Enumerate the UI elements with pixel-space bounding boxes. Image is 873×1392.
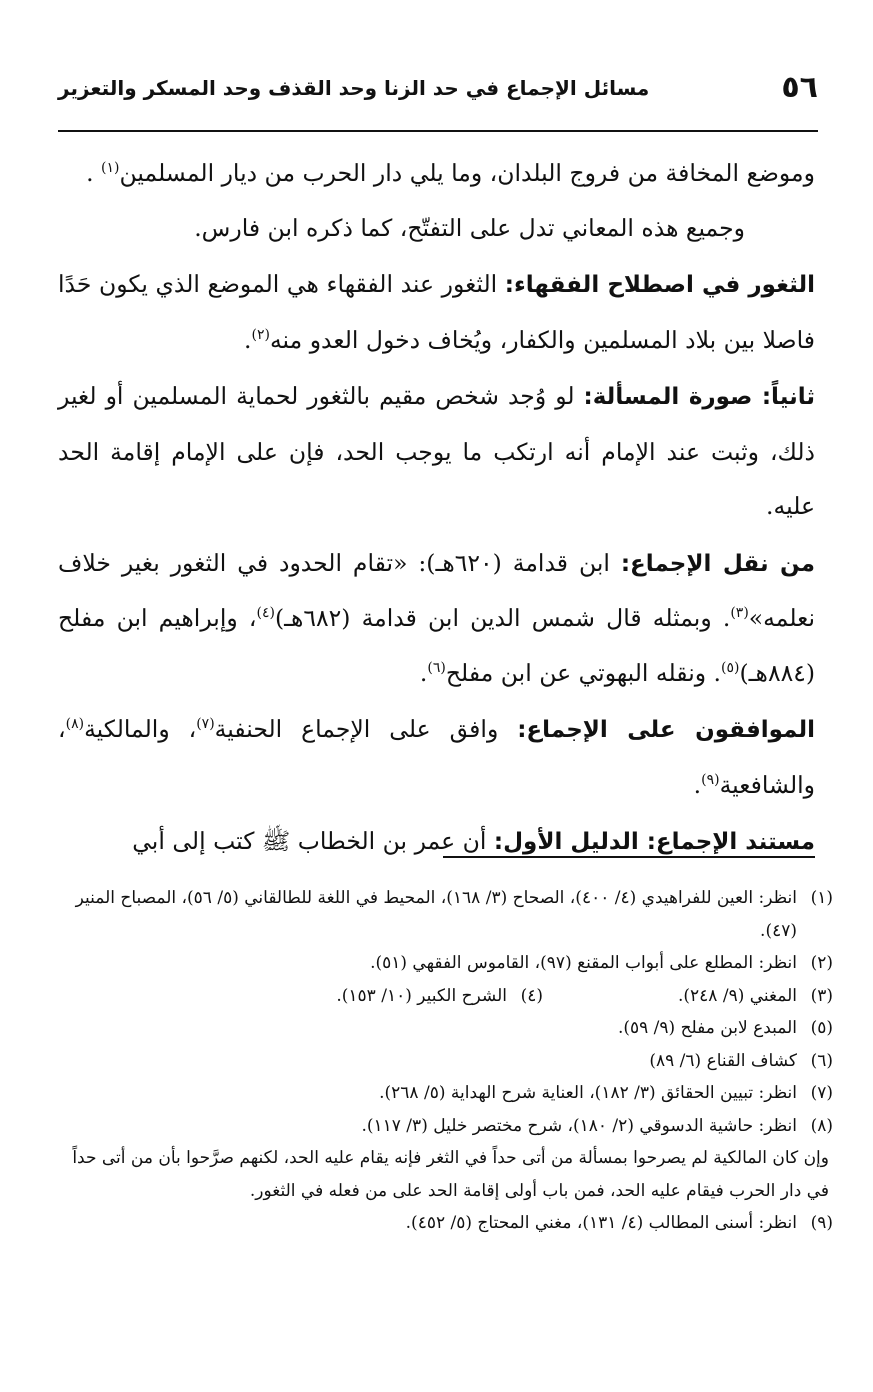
footnote-number: (٨): [810, 1115, 833, 1136]
footnote-7: [54, 1077, 833, 1110]
footnote-number: (١): [810, 888, 833, 908]
footnote-text: انظر: العين للفراهيدي (٤/ ٤٠٠)، الصحاح (٣/ ١٦٨)، المحيط في اللغة للطالقاني (٥/ ٥٦)، المصباح المنير (٤٧).: [75, 888, 797, 941]
paragraph-text: . وبمثله قال شمس الدين ابن قدامة (٦٨٢هـ): [274, 604, 731, 632]
paragraph-3: [58, 257, 815, 367]
paragraph-2: [58, 201, 815, 256]
footnote-ref[interactable]: (٨): [65, 716, 85, 732]
footnote-text: المغني (٩/ ٢٤٨).: [677, 985, 797, 1006]
paragraph-text: وجميع هذه المعاني تدل على التفتّح، كما ذكره ابن فارس.: [194, 213, 745, 242]
paragraph-7: [58, 814, 815, 870]
footnotes: [54, 882, 833, 1240]
footnote-ref[interactable]: (٥): [721, 659, 740, 676]
paragraph-text: ، وإبراهيم ابن مفلح (٨٨٤هـ): [58, 604, 815, 687]
section-term: الثغور في اصطلاح الفقهاء:: [504, 272, 815, 298]
section-term: ثانياً: صورة المسألة:: [583, 384, 815, 410]
footnote-3: [543, 980, 833, 1013]
footnote-9: [54, 1207, 833, 1240]
footnote-4: [54, 980, 543, 1013]
footnote-text: وإن كان المالكية لم يصرحوا بمسألة من أتى حداً في الثغر فإنه يقام عليه الحد، لكنهم صرَّحوا بأن من أتى حداً في دار الحرب فيقام عليه الحد، فمن باب أولى إقامة الحد على من فعله في الثغور.: [72, 1148, 829, 1201]
paragraph-text: . ونقله البهوتي عن ابن مفلح: [445, 658, 722, 687]
footnote-3-4: [54, 980, 833, 1013]
punctuation: .: [693, 770, 702, 799]
footnote-8-continuation: [54, 1142, 833, 1207]
punctuation: .: [419, 658, 428, 687]
footnote-number: (٢): [810, 953, 833, 973]
footnote-ref[interactable]: (٤): [256, 605, 275, 621]
footnote-text: كشاف القناع (٦/ ٨٩): [649, 1050, 797, 1071]
footnote-text: انظر: تبيين الحقائق (٣/ ١٨٢)، العناية شرح الهداية (٥/ ٢٦٨).: [379, 1083, 797, 1103]
paragraph-text: ، والشافعية: [58, 715, 815, 799]
footnote-number: (٧): [810, 1083, 833, 1103]
page-number: ٥٦: [781, 70, 818, 105]
paragraph-6: [58, 702, 815, 812]
paragraph-text: وموضع المخافة من فروج البلدان، وما يلي دار الحرب من ديار المسلمين: [119, 159, 815, 187]
footnote-ref[interactable]: (٩): [701, 771, 720, 788]
footnote-number: (٦): [810, 1050, 833, 1071]
footnote-ref[interactable]: (٣): [730, 605, 749, 621]
footnote-ref[interactable]: (٦): [427, 659, 446, 676]
paragraph-text: أن عمر بن الخطاب ﷺ كتب إلى أبي: [132, 827, 487, 855]
paragraph-text: لو وُجد شخص مقيم بالثغور لحماية المسلمين أو لغير ذلك، وثبت عند الإمام أنه ارتكب ما يوجب الحد، فإن على الإمام إقامة الحد عليه.: [58, 382, 815, 520]
footnote-number: (٣): [810, 985, 833, 1006]
paragraph-text: الثغور عند الفقهاء هي الموضع الذي يكون حَدًا فاصلا بين بلاد المسلمين والكفار، ويُخاف دخول العدو منه: [58, 270, 815, 354]
footnote-1: [54, 882, 833, 947]
section-term: الموافقون على الإجماع:: [517, 717, 815, 743]
running-title: مسائل الإجماع في حد الزنا وحد القذف وحد المسكر والتعزير: [58, 76, 650, 100]
paragraph-4: [58, 369, 815, 534]
paragraph-1: [58, 146, 815, 201]
footnote-ref[interactable]: (٢): [251, 326, 270, 343]
footnote-text: المبدع لابن مفلح (٩/ ٥٩).: [617, 1018, 797, 1038]
footnote-separator: [443, 856, 815, 858]
paragraph-text: ابن قدامة (٦٢٠هـ): «تقام الحدود في الثغور بغير خلاف نعلمه»: [58, 548, 816, 632]
section-term: مستند الإجماع: الدليل الأول:: [493, 829, 815, 855]
page-header: [58, 70, 818, 132]
paragraph-text: ، والمالكية: [84, 715, 197, 743]
section-term: من نقل الإجماع:: [620, 550, 815, 577]
footnote-text: انظر: أسنى المطالب (٤/ ١٣١)، مغني المحتاج (٥/ ٤٥٢).: [405, 1213, 797, 1233]
main-text: [58, 146, 815, 870]
footnote-5: [54, 1012, 833, 1045]
footnote-number: (٥): [810, 1018, 833, 1038]
footnote-ref[interactable]: (١): [101, 160, 120, 176]
footnote-text: انظر: حاشية الدسوقي (٢/ ١٨٠)، شرح مختصر خليل (٣/ ١١٧).: [361, 1115, 797, 1136]
paragraph-text: وافق على الإجماع الحنفية: [214, 715, 499, 743]
footnote-number: (٤): [520, 985, 543, 1006]
footnote-6: [54, 1045, 833, 1078]
paragraph-5: [58, 536, 815, 701]
punctuation: .: [244, 325, 252, 354]
footnote-8: [54, 1110, 833, 1143]
footnote-2: [54, 947, 833, 980]
footnote-text: انظر: المطلع على أبواب المقنع (٩٧)، القاموس الفقهي (٥١).: [370, 953, 797, 973]
footnote-number: (٩): [810, 1213, 833, 1233]
footnote-text: الشرح الكبير (١٠/ ١٥٣).: [336, 985, 507, 1006]
punctuation: .: [86, 159, 94, 187]
footnote-ref[interactable]: (٧): [196, 716, 215, 732]
